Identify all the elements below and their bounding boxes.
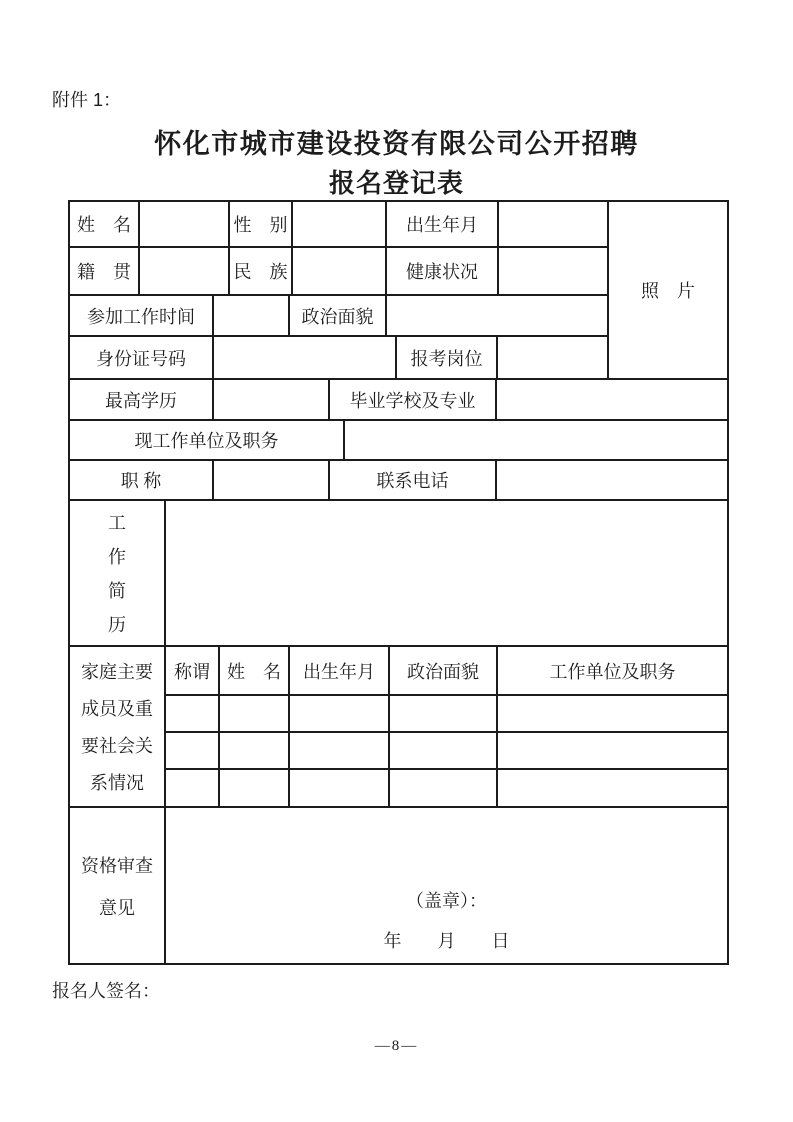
form-title-line1: 怀化市城市建设投资有限公司公开招聘 [154, 129, 639, 159]
education-field-cell [214, 380, 330, 419]
family-employer-header: 工作单位及职务 [549, 661, 676, 682]
health-label: 健康状况 [387, 248, 499, 294]
family-employer-cell [498, 733, 727, 768]
family-political-header: 政治面貌 [390, 647, 498, 694]
family-relation-cell [166, 770, 220, 806]
row-native-ethnic-health [70, 248, 607, 296]
work-history-char: 简 [108, 581, 126, 601]
family-political-cell [390, 770, 498, 806]
job-title-label: 职 称 [70, 461, 214, 499]
family-label-line: 家庭主要 [81, 662, 153, 682]
family-birth-cell [290, 733, 390, 768]
applied-position-label: 报考岗位 [397, 337, 498, 378]
seal-text: （盖章）： [406, 891, 487, 911]
family-data-row [166, 696, 727, 733]
school-major-label: 毕业学校及专业 [330, 380, 497, 419]
family-section [70, 647, 727, 808]
native-place-field-cell [140, 248, 230, 294]
phone-field-cell [497, 461, 727, 499]
family-label-line: 成员及重 [81, 699, 153, 719]
row-education-school [70, 380, 727, 421]
work-history-label [70, 501, 166, 645]
family-name-cell [220, 733, 290, 768]
id-number-field-cell [214, 337, 397, 378]
review-label-line: 资格审查 [81, 855, 153, 876]
political-status-label: 政治面貌 [290, 296, 387, 335]
family-name-header: 姓 名 [220, 647, 290, 694]
photo-cell [607, 202, 727, 380]
gender-field-cell [293, 202, 387, 246]
family-employer-cell [498, 696, 727, 731]
work-start-label: 参加工作时间 [70, 296, 214, 335]
education-label: 最高学历 [70, 380, 214, 419]
applied-position-field-cell [498, 337, 607, 378]
review-content-cell [166, 808, 727, 963]
photo-label: 照 片 [641, 281, 695, 301]
family-employer-cell [498, 770, 727, 806]
current-employer-field-cell [345, 421, 727, 459]
row-workstart-political [70, 296, 607, 337]
work-history-char: 作 [108, 547, 126, 567]
name-label: 姓 名 [70, 202, 140, 246]
family-name-cell [220, 696, 290, 731]
family-birth-cell [290, 696, 390, 731]
date-text: 年 月 日 [383, 931, 510, 951]
registration-form-table [68, 200, 729, 965]
row-work-history [70, 501, 727, 647]
row-name-gender-birth [70, 202, 607, 248]
row-jobtitle-phone [70, 461, 727, 501]
family-political-cell [390, 733, 498, 768]
job-title-field-cell [214, 461, 330, 499]
family-data-row [166, 770, 727, 806]
family-label-line: 要社会关 [81, 736, 153, 756]
political-status-field-cell [387, 296, 607, 335]
work-history-field-cell [166, 501, 727, 645]
applicant-signature-label: 报名人签名： [52, 981, 160, 1001]
phone-label: 联系电话 [330, 461, 497, 499]
name-field-cell [140, 202, 230, 246]
review-label-line: 意见 [99, 897, 135, 918]
work-start-field-cell [214, 296, 290, 335]
ethnicity-field-cell [293, 248, 387, 294]
family-label-line: 系情况 [90, 773, 144, 793]
family-name-cell [220, 770, 290, 806]
health-field-cell [499, 248, 607, 294]
row-employer [70, 421, 727, 461]
page-number: —8— [374, 1038, 419, 1054]
school-major-field-cell [497, 380, 727, 419]
current-employer-label: 现工作单位及职务 [70, 421, 345, 459]
id-number-label: 身份证号码 [70, 337, 214, 378]
gender-label: 性 别 [230, 202, 293, 246]
birth-field-cell [499, 202, 607, 246]
row-id-position [70, 337, 607, 380]
family-birth-cell [290, 770, 390, 806]
family-data-row [166, 733, 727, 770]
family-relation-header: 称谓 [166, 647, 220, 694]
work-history-char: 历 [108, 615, 126, 635]
ethnicity-label: 民 族 [230, 248, 293, 294]
family-relation-cell [166, 696, 220, 731]
family-political-cell [390, 696, 498, 731]
family-relation-cell [166, 733, 220, 768]
attachment-label: 附件 1： [52, 90, 122, 110]
family-birth-header: 出生年月 [290, 647, 390, 694]
review-section [70, 808, 727, 963]
birth-label: 出生年月 [387, 202, 499, 246]
review-section-label [70, 808, 166, 963]
native-place-label: 籍 贯 [70, 248, 140, 294]
form-title-line2: 报名登记表 [328, 168, 464, 198]
family-header-row [166, 647, 727, 696]
family-section-label [70, 647, 166, 806]
work-history-char: 工 [108, 513, 126, 533]
